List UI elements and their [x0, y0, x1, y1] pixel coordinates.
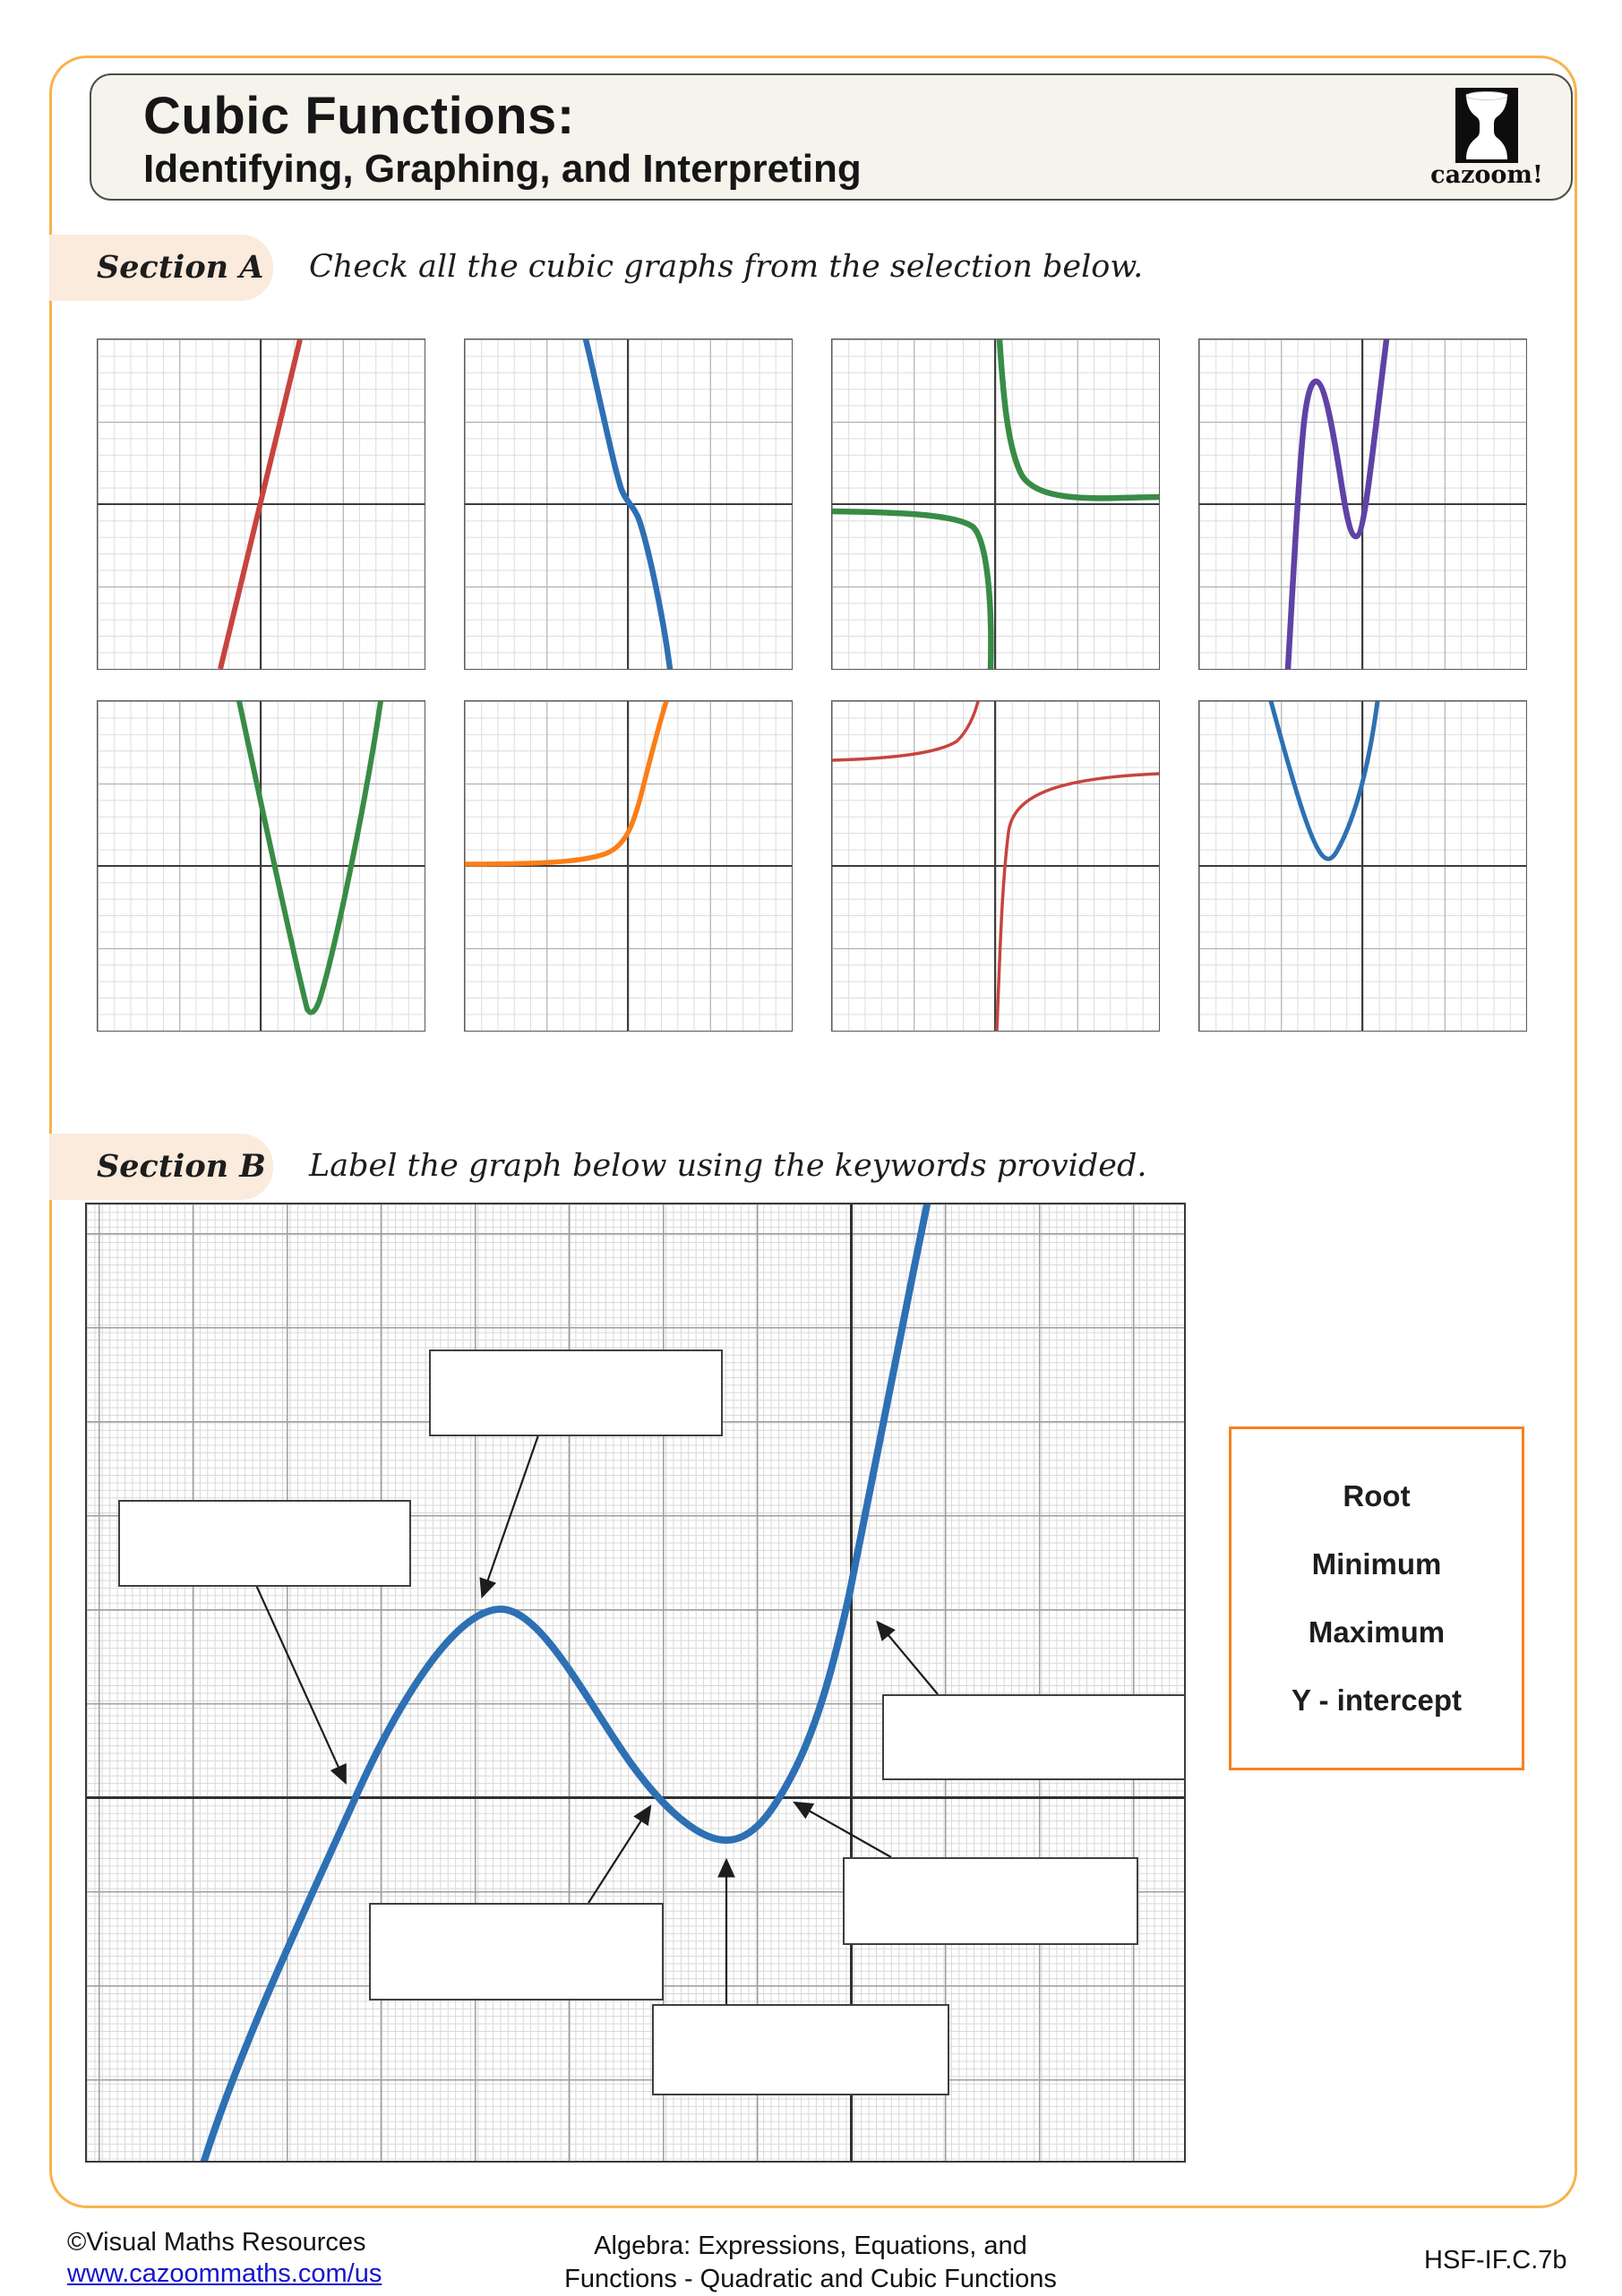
answer-box-left-root[interactable]	[118, 1500, 411, 1587]
curve-linear-red	[98, 339, 425, 669]
curve-exponential-orange	[465, 701, 792, 1031]
keyword-root: Root	[1343, 1479, 1411, 1512]
page-title: Cubic Functions:	[143, 87, 575, 145]
graph-option-4-cubic[interactable]	[1198, 338, 1527, 670]
curve-cubic-blue	[465, 339, 792, 669]
curve-rational-red	[832, 701, 1159, 1031]
keyword-maximum: Maximum	[1308, 1615, 1446, 1649]
section-b-instruction: Label the graph below using the keywords provided.	[309, 1148, 1147, 1184]
keyword-y-intercept: Y - intercept	[1291, 1683, 1463, 1717]
graph-option-5-parabola[interactable]	[97, 700, 425, 1032]
answer-box-y-intercept[interactable]	[882, 1694, 1186, 1780]
curve-reciprocal-green	[832, 339, 1159, 669]
arrow-to-y-intercept	[879, 1623, 938, 1694]
footer-topic-line1: Algebra: Expressions, Equations, and	[594, 2232, 1027, 2260]
section-b-label: Section B	[97, 1148, 266, 1185]
cazoom-logo	[1406, 88, 1567, 192]
title-box	[90, 73, 1573, 201]
logo-wordmark: cazoom!	[1430, 161, 1543, 189]
arrow-to-middle-root	[588, 1808, 649, 1903]
arrow-to-right-root	[796, 1803, 891, 1857]
section-a-label: Section A	[97, 249, 264, 286]
section-a-instruction: Check all the cubic graphs from the selection below.	[309, 249, 1144, 285]
answer-box-right-root[interactable]	[843, 1857, 1138, 1945]
curve-parabola-green	[98, 701, 425, 1031]
graph-option-1-linear[interactable]	[97, 338, 425, 670]
graph-option-7-rational[interactable]	[831, 700, 1160, 1032]
graph-option-8-parabola[interactable]	[1198, 700, 1527, 1032]
curve-parabola-blue	[1199, 701, 1526, 1031]
curve-cubic-purple	[1199, 339, 1526, 669]
answer-box-minimum[interactable]	[652, 2004, 949, 2095]
drum-icon	[1455, 88, 1518, 163]
graph-option-6-exponential[interactable]	[464, 700, 793, 1032]
cubic-curve-and-arrows	[87, 1204, 1184, 2161]
footer-link[interactable]: www.cazoommaths.com/us	[67, 2259, 382, 2288]
page-subtitle: Identifying, Graphing, and Interpreting	[143, 147, 862, 191]
footer-copyright: ©Visual Maths Resources	[67, 2228, 366, 2257]
section-a-pill	[49, 235, 273, 301]
footer-standard-code: HSF-IF.C.7b	[1424, 2246, 1567, 2275]
footer-topic-line2: Functions - Quadratic and Cubic Functions	[564, 2265, 1057, 2293]
graph-option-3-reciprocal[interactable]	[831, 338, 1160, 670]
footer-topic	[421, 2230, 1200, 2296]
arrow-to-left-root	[255, 1583, 345, 1781]
keyword-minimum: Minimum	[1311, 1547, 1442, 1581]
graph-option-2-cubic[interactable]	[464, 338, 793, 670]
answer-box-maximum[interactable]	[429, 1349, 723, 1436]
section-b-pill	[49, 1134, 273, 1200]
section-b-graph	[85, 1203, 1186, 2163]
answer-box-middle-root[interactable]	[369, 1903, 664, 2000]
keywords-box	[1229, 1426, 1524, 1770]
arrow-to-maximum	[483, 1433, 539, 1595]
